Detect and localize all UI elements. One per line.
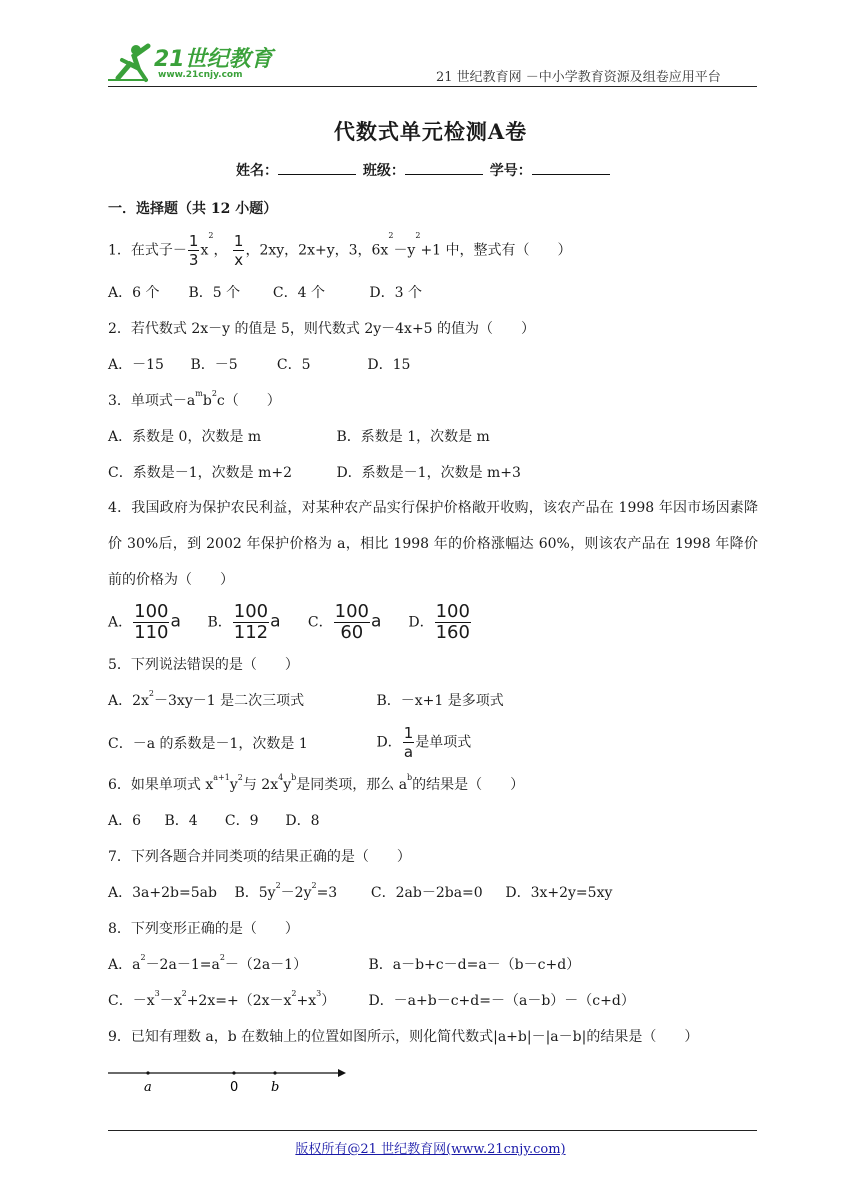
student-info-line [236, 160, 612, 180]
option-a[interactable]: A．系数是 0，次数是 m [108, 429, 262, 445]
question-5-options-row2 [108, 724, 471, 761]
question-7: 7．下列各题合并同类项的结果正确的是（ ） [108, 849, 411, 865]
option-a[interactable]: A． $\frac{100}{110}$ a [108, 601, 181, 643]
copyright-link[interactable]: 版权所有@21 世纪教育网(www.21cnjy.com) [295, 1142, 566, 1157]
footer [0, 1138, 861, 1157]
option-d[interactable]: D．－a+b－c+d=－（a－b）－（c+d） [368, 993, 635, 1009]
footer-divider [108, 1130, 757, 1131]
site-tagline: 21 世纪教育网 －中小学教育资源及组卷应用平台 [436, 70, 721, 85]
option-d[interactable]: D．8 [285, 813, 320, 829]
logo-text: 21世纪教育 [154, 47, 273, 72]
question-4: 4．我国政府为保护农民利益，对某种农产品实行保护价格敞开收购，该农产品在 1998 年因市场因素降价 30%后，到 2002 年保护价格为 a，相比 1998 年的价格涨幅达 60%，则该农产品在 1998 年降价前的价格为（ ） [108, 500, 758, 588]
option-c[interactable]: C．系数是－1，次数是 m+2 [108, 465, 292, 481]
name-field[interactable] [278, 161, 356, 175]
option-b[interactable]: B．a－b+c－d=a－（b－c+d） [368, 957, 581, 973]
question-2-options [108, 354, 410, 374]
question-1-options [108, 282, 422, 302]
section-heading: 一．选择题（共 12 小题） [108, 201, 278, 217]
option-c[interactable]: C．$-x^3-x^2+2x=+(2x-x^2+x^3)$ [108, 989, 336, 1009]
option-a[interactable]: A．$a^2-2a-1=a^2-(2a-1)$ [108, 953, 308, 973]
option-a[interactable]: A．6 个 [108, 285, 160, 301]
option-b[interactable]: B．5 个 [188, 285, 241, 301]
point-a-label: a [144, 1080, 152, 1094]
option-a[interactable]: A．3a+2b=5ab [108, 885, 217, 901]
question-7-options [108, 882, 612, 902]
logo-url: www.21cnjy.com [158, 70, 243, 80]
id-label: 学号： [489, 163, 532, 179]
number-line-svg [108, 1064, 348, 1094]
question-3: 3．单项式$-a^mb^2c$（ ） [108, 389, 281, 409]
option-c[interactable]: C．5 [276, 357, 311, 373]
option-d[interactable]: D．15 [367, 357, 411, 373]
question-5: 5．下列说法错误的是（ ） [108, 657, 299, 673]
fraction-one-over-x: $\frac{1}{x}$ [233, 232, 244, 269]
point-b-label: b [271, 1080, 280, 1094]
option-c[interactable]: C．2ab－2ba=0 [370, 885, 483, 901]
question-3-options-row1 [108, 426, 490, 446]
option-c[interactable]: C．4 个 [272, 285, 325, 301]
page-title: 代数式单元检测A卷 [333, 119, 528, 144]
question-8-options-row2 [108, 990, 635, 1010]
option-d[interactable]: D． $\frac{100}{160}$ [408, 601, 470, 643]
logo [108, 38, 278, 88]
point-zero-label: 0 [230, 1080, 239, 1094]
question-5-options-row1 [108, 690, 504, 710]
option-c[interactable]: C．9 [224, 813, 259, 829]
option-a[interactable]: A．$2x^2-3xy-1$ 是二次三项式 [108, 689, 305, 709]
option-a[interactable]: A．－15 [108, 357, 164, 373]
name-label: 姓名： [236, 163, 278, 179]
option-d[interactable]: D． $\frac{1}{a}$ 是单项式 [376, 724, 472, 761]
question-6-options [108, 810, 320, 830]
option-c[interactable]: C． $\frac{100}{60}$ a [307, 601, 382, 643]
question-4-options [108, 602, 472, 643]
option-b[interactable]: B．系数是 1，次数是 m [336, 429, 490, 445]
option-b[interactable]: B．－x+1 是多项式 [376, 693, 504, 709]
question-2: 2．若代数式 2x－y 的值是 5，则代数式 2y－4x+5 的值为（ ） [108, 321, 536, 337]
class-label: 班级： [362, 163, 405, 179]
option-c[interactable]: C．－a 的系数是－1，次数是 1 [108, 735, 308, 752]
option-d[interactable]: D．3 个 [369, 285, 422, 301]
option-b[interactable]: B．4 [164, 813, 198, 829]
header-divider [108, 86, 757, 87]
question-8: 8．下列变形正确的是（ ） [108, 921, 299, 937]
question-9: 9．已知有理数 a，b 在数轴上的位置如图所示，则化简代数式|a+b|－|a－b|的结果是（ ） [108, 1029, 699, 1045]
question-8-options-row1 [108, 954, 580, 974]
question-3-options-row2 [108, 462, 521, 482]
option-b[interactable]: B． $\frac{100}{112}$ a [207, 601, 281, 643]
number-line-figure [108, 1064, 348, 1098]
option-b[interactable]: B．－5 [190, 357, 238, 373]
class-field[interactable] [405, 161, 483, 175]
fraction-one-third: $\frac{1}{3}$ [188, 232, 199, 269]
option-d[interactable]: D．系数是－1，次数是 m+3 [336, 465, 521, 481]
option-d[interactable]: D．3x+2y=5xy [505, 885, 613, 901]
id-field[interactable] [532, 161, 610, 175]
question-1: 1．在式子－ $\frac{1}{3}$ $x^2$， $\frac{1}{x}$ ，2xy，2x+y，3，$6x^2-y^2+1$ 中，整式有（ ） [108, 231, 572, 269]
option-a[interactable]: A．6 [108, 813, 142, 829]
option-b[interactable]: B．$5y^2-2y^2=3$ [234, 881, 338, 901]
question-6: 6．如果单项式 $x^{a+1}y^2$与 $2x^4y^b$是同类项，那么 $a^b$的结果是（ ） [108, 773, 525, 793]
